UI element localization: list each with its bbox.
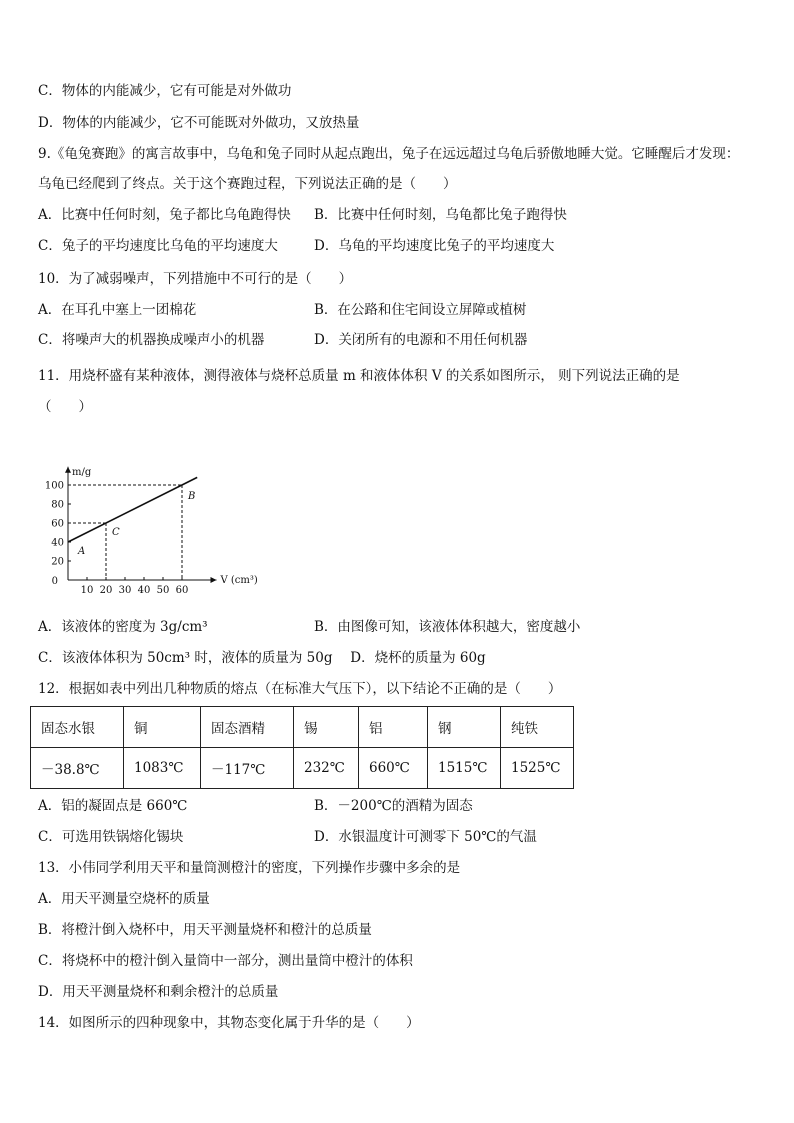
- table-cell: 纯铁: [501, 707, 574, 748]
- q12-options-row2: [38, 828, 537, 846]
- q12-option-d: D．水银温度计可测零下 50℃的气温: [314, 829, 537, 845]
- q9-stem-1: 9.《龟兔赛跑》的寓言故事中，乌龟和兔子同时从起点跑出，兔子在远远超过乌龟后骄傲地睡大觉。它睡醒后才发现：: [38, 146, 740, 162]
- x-tick-label: 10: [80, 585, 94, 596]
- q14-stem: 14．如图所示的四种现象中，其物态变化属于升华的是（ ）: [38, 1015, 420, 1031]
- q10-options-row1: [38, 301, 527, 319]
- q10-option-b: B．在公路和住宅间设立屏障或植树: [314, 302, 527, 318]
- y-tick-label: 80: [51, 499, 64, 511]
- table-cell: 232℃: [294, 748, 359, 789]
- q11-options-row1: [38, 618, 581, 636]
- series-line: [68, 477, 197, 542]
- table-cell: 1083℃: [124, 748, 201, 789]
- y-axis-arrow-icon: [65, 467, 71, 473]
- q9-options-row2: [38, 237, 555, 255]
- q11-option-b: B．由图像可知，该液体体积越大，密度越小: [314, 619, 581, 635]
- q10-options-row2: [38, 331, 528, 349]
- table-cell: －117℃: [201, 748, 294, 789]
- table-cell: 铜: [124, 707, 201, 748]
- q13-option-d: D．用天平测量烧杯和剩余橙汁的总质量: [38, 984, 279, 1000]
- q13-stem: 13．小伟同学利用天平和量筒测橙汁的密度，下列操作步骤中多余的是: [38, 860, 461, 876]
- table-cell: 固态酒精: [201, 707, 294, 748]
- q12-options-row1: [38, 797, 473, 815]
- x-axis-label: V (cm³): [220, 575, 258, 586]
- table-cell: 铝: [359, 707, 428, 748]
- q10-option-d: D．关闭所有的电源和不用任何机器: [314, 332, 528, 348]
- table-header-row: [31, 707, 574, 748]
- q9-stem-2: 乌龟已经爬到了终点。关于这个赛跑过程，下列说法正确的是（ ）: [38, 176, 457, 192]
- point-label-b: B: [188, 491, 196, 502]
- q12-option-c: C．可选用铁锅熔化锡块: [38, 829, 184, 845]
- table-cell: 锡: [294, 707, 359, 748]
- q12-option-a: A．铝的凝固点是 660℃: [38, 798, 188, 814]
- q12-option-b: B．－200℃的酒精为固态: [314, 798, 473, 814]
- x-tick-label: 20: [99, 585, 113, 596]
- q11-option-a: A．该液体的密度为 3g/cm³: [38, 619, 208, 635]
- y-tick-label: 20: [51, 556, 64, 568]
- x-tick-label: 30: [118, 585, 132, 596]
- origin-label: 0: [51, 576, 58, 587]
- c-prev-option: C．物体的内能减少，它有可能是对外做功: [38, 83, 292, 99]
- y-tick-label: 40: [51, 537, 64, 549]
- melting-point-table: [30, 706, 574, 789]
- table-cell: 660℃: [359, 748, 428, 789]
- mass-volume-graph: [40, 440, 280, 600]
- x-tick-label: 60: [175, 585, 189, 596]
- q10-option-c: C．将噪声大的机器换成噪声小的机器: [38, 332, 265, 348]
- q13-option-a: A．用天平测量空烧杯的质量: [38, 891, 210, 907]
- q9-option-b: B．比赛中任何时刻，乌龟都比兔子跑得快: [314, 207, 567, 223]
- q10-option-a: A．在耳孔中塞上一团棉花: [38, 302, 197, 318]
- table-row: [31, 748, 574, 789]
- x-axis-arrow-icon: [211, 577, 217, 583]
- q9-option-c: C．兔子的平均速度比乌龟的平均速度大: [38, 238, 278, 254]
- q12-stem: 12．根据如表中列出几种物质的熔点（在标准大气压下），以下结论不正确的是（ ）: [38, 681, 562, 697]
- q13-option-b: B．将橙汁倒入烧杯中，用天平测量烧杯和橙汁的总质量: [38, 922, 372, 938]
- point-label-a: A: [78, 546, 86, 557]
- q13-option-c: C．将烧杯中的橙汁倒入量筒中一部分，测出量筒中橙汁的体积: [38, 953, 413, 969]
- q9-option-a: A．比赛中任何时刻，兔子都比乌龟跑得快: [38, 207, 291, 223]
- y-tick-label: 100: [44, 480, 64, 492]
- table-cell: 钢: [428, 707, 501, 748]
- y-tick-label: 60: [51, 518, 64, 530]
- table-cell: －38.8℃: [31, 748, 124, 789]
- d-prev-option: D．物体的内能减少，它不可能既对外做功，又放热量: [38, 115, 360, 131]
- q10-stem: 10．为了减弱噪声，下列措施中不可行的是（ ）: [38, 271, 353, 287]
- x-tick-label: 40: [137, 585, 151, 596]
- q11-stem-2: （ ）: [38, 399, 92, 415]
- q9-options-row1: [38, 206, 567, 224]
- table-cell: 固态水银: [31, 707, 124, 748]
- table-cell: 1515℃: [428, 748, 501, 789]
- x-tick-label: 50: [156, 585, 170, 596]
- point-label-c: C: [112, 527, 120, 538]
- q11-option-cd: C．该液体体积为 50cm³ 时，液体的质量为 50g D．烧杯的质量为 60g: [38, 650, 486, 666]
- q11-stem-1: 11．用烧杯盛有某种液体，测得液体与烧杯总质量 m 和液体体积 V 的关系如图所示， 则下列说法正确的是: [38, 368, 680, 384]
- table-cell: 1525℃: [501, 748, 574, 789]
- q9-option-d: D．乌龟的平均速度比兔子的平均速度大: [314, 238, 555, 254]
- y-axis-label: m/g: [72, 466, 92, 478]
